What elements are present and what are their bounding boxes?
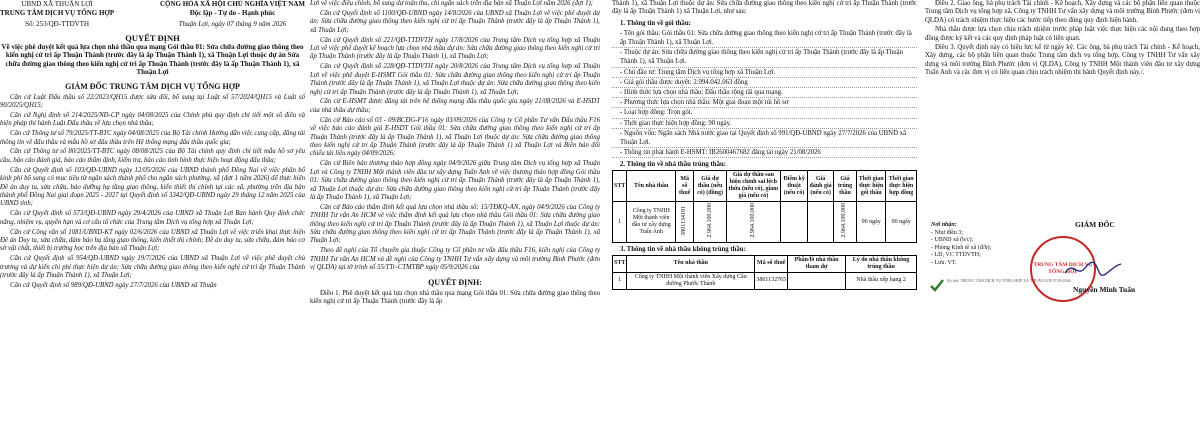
cell: Nhà thầu xếp hạng 2 (846, 272, 917, 289)
document-header (0, 0, 305, 29)
cell (694, 202, 726, 243)
table-header-row (613, 171, 917, 202)
legal-basis: Căn cứ Thông tư số 80/2025/TT-BTC ngày 08/08/2025 của Bộ Tài chính quy định chi tiết mẫu hồ sơ yêu cầu, báo cáo đánh giá, báo cáo thẩm định, kiểm tra, báo cáo tình hình thực hiện hoạt động đấu thầu; (0, 148, 305, 164)
col-header: Phần/lô nhà thầu tham dự (788, 255, 846, 272)
legal-basis: Theo đề nghị của Tổ chuyên gia thuộc Công ty Cổ phần tư vấn đấu thầu F16, kiến nghị của Công ty TNHH Tư vấn An HCM và đề nghị của Công ty TNHH Tư vấn xây dựng và môi trường Bình Phước (đơn vị QLDA) tại tờ trình số 55/TTr-CTMTBP ngày 05/9/2026 của (310, 247, 600, 272)
recipient-item: - Phòng Kinh tế xã (đ/b); (931, 244, 992, 251)
handwritten-signature (1063, 258, 1123, 280)
cell (676, 202, 694, 243)
decision-title: QUYẾT ĐỊNH (125, 32, 180, 43)
col-header: Giá trúng thầu (834, 171, 857, 202)
package-info-item: - Giá gói thầu được duyệt: 2.994.042.063 đồng (612, 78, 917, 88)
losing-bidder-table (612, 255, 917, 290)
nation-line-2: Độc lập - Tự do - Hạnh phúc (189, 8, 276, 17)
col-header: Mã số thuế (676, 171, 694, 202)
legal-basis: Căn cứ Nghị định số 214/2025/NĐ-CP ngày 04/08/2025 của Chính phủ quy định chi tiết một số điều và biện pháp thi hành Luật Đấu thầu về lựa chọn nhà thầu; (0, 111, 305, 128)
org-line-2: TRUNG TÂM DỊCH VỤ TỔNG HỢP (0, 8, 115, 17)
legal-basis: Căn cứ Quyết định số 573/QĐ-UBND ngày 29/4/2026 của UBND xã Thuận Lợi Ban hành Quy định chức năng, nhiệm vụ, quyền hạn và cơ cấu tổ chức của Trung tâm Dịch vụ tổng hợp xã Thuận Lợi; (0, 210, 305, 226)
cell: Công ty TNHH Một thành viên đầu tư xây dựng Tuấn Anh (627, 202, 676, 243)
article-1: Điều 1. Phê duyệt kết quả lựa chọn nhà thầu qua mạng Gói thầu 01: Sửa chữa đường giao thông theo kiến nghị cử tri ấp Thuận Thành (trước đây là ấp (310, 289, 600, 305)
issuing-authority: GIÁM ĐỐC TRUNG TÂM DỊCH VỤ TỔNG HỢP (65, 81, 240, 91)
signer-role: GIÁM ĐỐC (1075, 220, 1115, 229)
table-row (613, 272, 917, 289)
recipient-item: - Như điều 3; (931, 229, 964, 236)
page-2 (310, 0, 600, 444)
package-info-item: - Thuộc dự án: Sửa chữa đường giao thông theo kiến nghị cử tri ấp Thuận Thành (trước đây là ấp Thuận Thành 1), xã Thuận Lợi. (612, 48, 917, 67)
table-row (613, 202, 917, 243)
col-header: Tên nhà thầu (627, 255, 755, 272)
cell (781, 202, 808, 243)
package-info-item: - Thông tin phát hành E-HSMT: IB2600467682 đăng tải ngày 21/08/2026 (612, 148, 917, 158)
legal-basis: Căn cứ Công văn số 1081/UBND-KT ngày 02/6/2026 của UBND xã Thuận Lợi về việc triển khai thực hiện Đề án Duy tu, sửa chữa, đảm bảo hạ tầng giao thông, kiến thiết thị chính; Đề án duy tu, sửa chữa, đảm bảo cơ sở vật chất, thiết bị trường học trên địa bàn xã Thuận Lợi; (0, 228, 305, 253)
cell: Công ty TNHH Một thành viên Xây dựng Cầu đường Phước Thành (627, 272, 755, 289)
cell: 3801132765 (755, 272, 788, 289)
signer-name: Nguyễn Minh Tuấn (1073, 285, 1136, 294)
seal-text: TRUNG TÂM DỊCH VỤ TỔNG HỢP (1033, 262, 1093, 275)
section-1-title: 1. Thông tin về gói thầu: (620, 19, 691, 27)
decision-heading: QUYẾT ĐỊNH: (428, 277, 482, 287)
article-1-cont: Thành 1), xã Thuận Lợi thuộc dự án: Sửa chữa đường giao thông theo kiến nghị cử tri ấp Thuận Thành (trước đây là ấp Thuận Thành 1) xã Thuận Lợi, như sau: (612, 0, 917, 16)
doc-date: Thuận Lợi, ngày 07 tháng 9 năm 2026 (178, 20, 287, 28)
col-header: Giá đánh giá (nếu có) (808, 171, 834, 202)
col-header: Điểm kỹ thuật (nếu có) (781, 171, 808, 202)
package-info-item: - Loại hợp đồng: Trọn gói. (612, 108, 917, 118)
col-header: Giá dự thầu (nếu có) (đồng) (694, 171, 726, 202)
cell (808, 202, 834, 243)
legal-basis: Căn cứ Quyết định số 228/QĐ-TTDVTH ngày 20/8/2026 của Trung tâm Dịch vụ tổng hợp xã Thuận Lợi về việc phê duyệt E-HSMT Gói thầu 01: Sửa chữa đường giao thông theo kiến nghị cử tri ấp Thuận Thành (trước đây là ấp Thuận Thành 1), xã Thuận Lợi thuộc dự án: Sửa chữa đường giao thông theo kiến nghị cử tri ấp Thuận Thành (trước đây là ấp Thuận Thành 1), xã Thuận Lợi; (310, 63, 600, 96)
col-header: Thời gian thực hiện gói thầu (856, 171, 885, 202)
recipients-title: Nơi nhận: (931, 222, 957, 228)
package-info-item: - Nguồn vốn: Ngân sách Nhà nước giao tại Quyết định số 991/QĐ-UBND ngày 27/7/2026 của UBND xã Thuận Lợi. (612, 129, 917, 148)
cell (834, 202, 857, 243)
package-info-item: - Thời gian thực hiện hợp đồng: 90 ngày. (612, 119, 917, 129)
legal-basis: Căn cứ Quyết định số 989/QĐ-UBND ngày 27/7/2026 của UBND xã Thuận (10, 282, 217, 290)
cell-text: 2.964.100.000 (749, 203, 756, 238)
cell-text: 2.964.100.000 (706, 203, 713, 238)
cell-text: 2.964.100.000 (841, 203, 848, 238)
cell (788, 272, 846, 289)
legal-basis: Căn cứ Quyết định số 221/QĐ-TTDVTH ngày 17/8/2026 của Trung tâm Dịch vụ tổng hợp xã Thuận Lợi về việc phê duyệt kế hoạch lựa chọn nhà thầu dự án: Sửa chữa đường giao thông theo kiến nghị cử tri ấp Thuận Thành (trước đây là ấp Thuận Thành 1), xã Thuận Lợi; (310, 36, 600, 61)
legal-basis: Căn cứ Báo cáo số 03 - 09/BCĐG-F16 ngày 03/09/2026 của Công ty Cổ phần Tư vấn Đấu thầu F16 về việc báo cáo đánh giá E-HSDT Gói thầu 01: Sửa chữa đường giao thông theo kiến nghị cử tri ấp Thuận Thành (trước đây là ấp Thuận Thành 1), xã Thuận Lợi thuộc dự án: Sửa chữa đường giao thông theo kiến nghị cử tri ấp Thuận Thành (trước đây là ấp Thuận Thành 1) xã Thuận Lợi và Biên bản đối chiếu tài liệu ngày 04/09/2026; (310, 116, 600, 158)
article-2-note: Nhà thầu được lựa chọn chịu trách nhiệm trước pháp luật việc thực hiện các nội dung theo hợp đồng được ký kết và các quy định pháp luật có liên quan. (925, 26, 1200, 42)
legal-basis: Căn cứ Quyết định số 1100/QĐ-UBND ngày 14/8/2026 của UBND xã Thuận Lợi về việc phê duyệt dự án: Sửa chữa đường giao thông theo kiến nghị cử tri ấp Thuận Thành (trước đây là ấp Thuận Thành 1), xã Thuận Lợi; (310, 9, 600, 34)
col-header: Lý do nhà thầu không trúng thầu (846, 255, 917, 272)
col-header: STT (613, 171, 627, 202)
legal-basis: Căn cứ Quyết định số 103/QĐ-UBND ngày 12/05/2026 của UBND thành phố Đồng Nai về việc phân bổ kinh phí bổ sung có mục tiêu từ ngân sách thành phố cho ngân sách phường, xã (đợt 1 năm 2026) để thực hiện Đề án duy tu, sửa chữa, bảo dưỡng hạ tầng giao thông, kiến thiết thị chính tại các xã, phường trên địa bàn thành phố Đồng Nai giai đoạn 2025 - 2027 tại Quyết định số 3342/QĐ-UBND ngày 29 tháng 12 năm 2025 của UBND tỉnh; (0, 166, 305, 208)
cell: 90 ngày (856, 202, 885, 243)
col-header: Thời gian thực hiện hợp đồng (886, 171, 917, 202)
decision-subject: Về việc phê duyệt kết quả lựa chọn nhà thầu qua mạng Gói thầu 01: Sửa chữa đường giao thông theo kiến nghị cử tri ấp Thuận Thành (trước đây là ấp Thuận Thành 1), xã Thuận Lợi thuộc dự án Sửa chữa đường giao thông theo kiến nghị cử tri ấp Thuận Thành (trước đây là ấp Thuận Thành 1), xã Thuận Lợi (1, 42, 304, 76)
page-1 (0, 0, 305, 444)
col-header: Mã số thuế (755, 255, 788, 272)
nation-line-1: CỘNG HÒA XÃ HỘI CHỦ NGHĨA VIỆT NAM (159, 0, 305, 8)
winning-bidder-table (612, 170, 917, 243)
doc-number: Số: 253/QĐ-TTDVTH (25, 20, 90, 28)
recipient-item: - UBND xã (b/c); (931, 237, 974, 244)
package-info-item: - Hình thức lựa chọn nhà thầu: Đấu thầu rộng rãi qua mạng. (612, 88, 917, 98)
legal-basis: Căn cứ Báo cáo thẩm định kết quả lựa chọn nhà thầu số: 15/TĐKQ-AN, ngày 04/9/2026 của Công ty TNHH Tư vấn An HCM về việc thẩm định kết quả lựa chọn nhà thầu Gói thầu 01: Sửa chữa đường giao thông theo kiến nghị cử tri ấp Thuận Thành (trước đây là ấp Thuận Thành 1), xã Thuận Lợi thuộc dự án: Sửa chữa đường giao thông theo kiến nghị cử tri ấp Thuận Thành (trước đây là ấp Thuận Thành 1), xã Thuận Lợi; (310, 203, 600, 245)
col-header: Giá dự thầu sau hiệu chỉnh sai lệch thừa (nếu có), giảm giá (nếu có) (726, 171, 780, 202)
section-3-title: 3. Thông tin về nhà thầu không trúng thầu: (620, 245, 746, 253)
package-info-item: - Phương thức lựa chọn nhà thầu: Một giai đoạn một túi hồ sơ (612, 98, 917, 108)
page-3 (612, 0, 917, 444)
cell: 1 (613, 202, 627, 243)
recipient-item: - LĐ, VC TTDVTH; (931, 252, 981, 259)
col-header: Tên nhà thầu (627, 171, 676, 202)
legal-basis: Căn cứ Biên bản thương thảo hợp đồng ngày 04/9/2026 giữa Trung tâm Dịch vụ tổng hợp xã Thuận Lợi và Công ty TNHH Một thành viên đầu tư xây dựng Tuấn Anh về việc thương thảo hợp đồng Gói thầu 01: Sửa chữa đường giao thông theo kiến nghị cử tri ấp Thuận Thành (trước đây là ấp Thuận Thành 1), xã Thuận Lợi thuộc dự án: Sửa chữa đường giao thông theo kiến nghị cử tri ấp Thuận Thành (trước đây là ấp Thuận Thành 1), xã Thuận Lợi; (310, 160, 600, 201)
article-2: Điều 2. Giao ông, bà phụ trách Tài chính - Kế hoạch, Xây dựng và các bộ phận liên quan thuộc Trung tâm Dịch vụ tổng hợp xã, Công ty TNHH Tư vấn xây dựng và môi trường Bình Phước (đơn vị QLDA) có trách nhiệm thực hiện các bước tiếp theo đúng quy định hiện hành. (925, 0, 1200, 24)
legal-basis: Căn cứ E-HSMT được đăng tải trên hệ thống mạng đấu thầu quốc gia ngày 21/08/2026 và E-HSDT của nhà thầu dự thầu; (310, 98, 600, 114)
cell: 1 (613, 272, 627, 289)
section-2-title: 2. Thông tin về nhà thầu trúng thầu: (620, 161, 727, 169)
cell (726, 202, 780, 243)
recipient-item: - Lưu: VT. (931, 259, 957, 266)
cell: 90 ngày (886, 202, 917, 243)
col-header: STT (613, 255, 627, 272)
legal-basis: Căn cứ Luật Đấu thầu số 22/2023/QH15 được sửa đổi, bổ sung tại Luật số 57/2024/QH15 và Luật số 90/2025/QH15; (0, 93, 305, 109)
package-info-item: - Chủ đầu tư: Trung tâm Dịch vụ tổng hợp xã Thuận Lợi. (612, 68, 917, 78)
article-3: Điều 3. Quyết định này có hiệu lực kể từ ngày ký. Các ông, bà phụ trách Tài chính - Kế hoạch, Xây dựng, các bộ phận liên quan thuộc Trung tâm dịch vụ tổng hợp, Công ty TNHH Tư vấn xây dựng và môi trường Bình Phước (đơn vị QLDA), Công ty TNHH Một thành viên đầu tư xây dựng Tuấn Anh và các đơn vị có liên quan chịu trách nhiệm thi hành Quyết định này./. (925, 44, 1200, 77)
digital-signature-check-icon (929, 277, 945, 293)
recipients-block (931, 222, 991, 268)
legal-basis: Lợi về việc điều chỉnh, bổ sung dự toán thu, chi ngân sách trên địa bàn xã Thuận Lợi năm 2026 (đợt 1); (310, 0, 594, 7)
digital-signature-note: Ký bởi: TRUNG TÂM DỊCH VỤ TỔNG HỢP XÃ THUẬN LỢI 07.09.2026 (947, 278, 1071, 283)
legal-basis: Căn cứ Thông tư số 79/2025/TT-BTC ngày 04/08/2025 của Bộ Tài chính Hướng dẫn việc cung cấp, đăng tải thông tin về đấu thầu và mẫu hồ sơ đấu thầu trên Hệ thống mạng đấu thầu quốc gia; (0, 130, 305, 146)
cell-text: 3801134191 (681, 205, 688, 236)
table-header-row (613, 255, 917, 272)
legal-basis: Căn cứ Quyết định số 954/QĐ-UBND ngày 19/7/2026 của UBND xã Thuận Lợi về việc phê duyệt chủ trương và dự kiến chi phí thực hiện dự án: Sửa chữa đường giao thông theo kiến nghị cử tri ấp Thuận Thành (trước đây là ấp Thuận Thành 1), xã Thuận Lợi; (0, 255, 305, 280)
page-4 (925, 0, 1200, 444)
org-line-1: UBND XÃ THUẬN LỢI (21, 0, 93, 8)
package-info-item: - Tên gói thầu: Gói thầu 01: Sửa chữa đường giao thông theo kiến nghị cử tri ấp Thuận Thành (trước đây là ấp Thuận Thành 1), xã Thuận Lợi. (612, 29, 917, 48)
